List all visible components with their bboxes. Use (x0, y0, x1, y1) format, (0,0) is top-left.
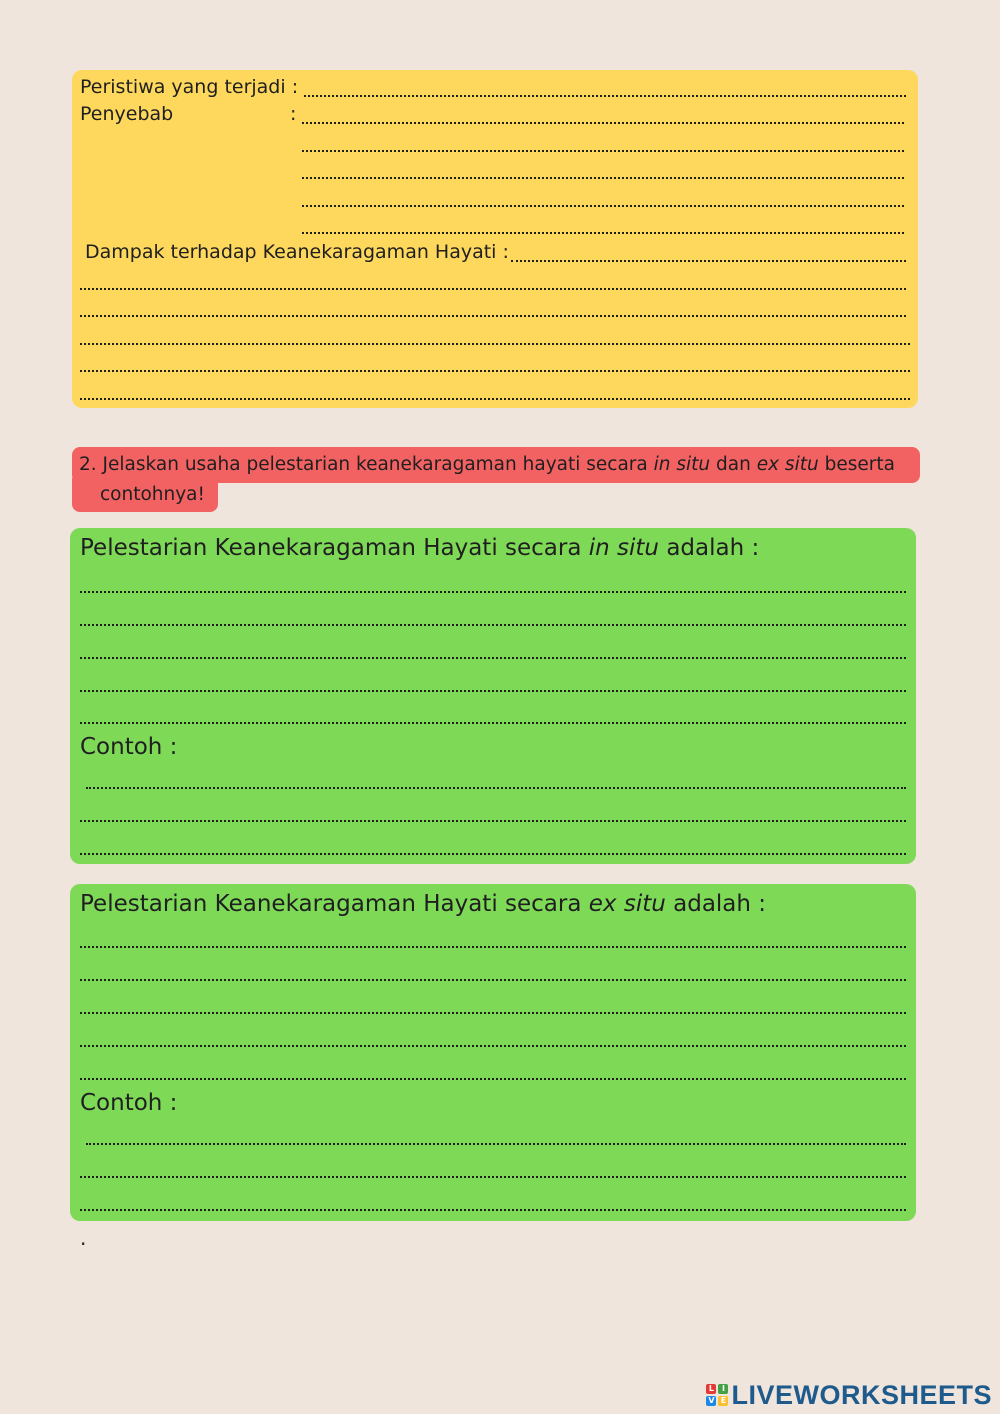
term-in-situ: in situ (653, 454, 711, 475)
ex-situ-example-line[interactable] (80, 1209, 906, 1211)
in-situ-example-line[interactable] (86, 787, 906, 789)
impact-answer-line[interactable] (511, 260, 906, 262)
ex-situ-answer-line[interactable] (80, 946, 906, 948)
liveworksheets-logo (706, 1380, 992, 1410)
question-text-part: Jelaskan usaha pelestarian keanekaragaman hayati secara (102, 454, 648, 475)
logo-mark-icon (706, 1384, 728, 1406)
in-situ-example-label: Contoh : (80, 734, 178, 760)
term-ex-situ: ex situ (756, 454, 819, 475)
ex-situ-heading (80, 891, 766, 917)
impact-answer-line[interactable] (80, 315, 906, 317)
in-situ-answer-line[interactable] (80, 657, 906, 659)
logo-mark-letter: E (718, 1396, 728, 1406)
logo-mark-letter: I (718, 1384, 728, 1394)
in-situ-example-line[interactable] (80, 853, 906, 855)
event-answer-line[interactable] (304, 95, 906, 97)
question-text-part: dan (716, 454, 751, 475)
heading-suffix: adalah : (673, 891, 767, 917)
question-text-continuation: contohnya! (100, 484, 205, 505)
heading-term: ex situ (588, 891, 666, 917)
ex-situ-answer-line[interactable] (80, 1078, 906, 1080)
heading-term: in situ (588, 535, 660, 561)
logo-mark-letter: L (706, 1384, 716, 1394)
cause-answer-line[interactable] (302, 122, 904, 124)
logo-text: LIVEWORKSHEETS (731, 1379, 992, 1410)
question-text-part: beserta (824, 454, 895, 475)
ex-situ-example-line[interactable] (80, 1176, 906, 1178)
ex-situ-example-line[interactable] (86, 1143, 906, 1145)
question-number: 2. (79, 454, 97, 475)
ex-situ-answer-line[interactable] (80, 979, 906, 981)
cause-answer-line[interactable] (302, 150, 904, 152)
heading-prefix: Pelestarian Keanekaragaman Hayati secara (80, 891, 582, 917)
in-situ-example-line[interactable] (80, 820, 906, 822)
cause-answer-line[interactable] (302, 232, 904, 234)
logo-mark-letter: V (708, 1396, 715, 1405)
in-situ-card (70, 528, 916, 864)
heading-suffix: adalah : (666, 535, 760, 561)
ex-situ-answer-line[interactable] (80, 1012, 906, 1014)
in-situ-answer-line[interactable] (80, 624, 906, 626)
ex-situ-answer-line[interactable] (80, 1045, 906, 1047)
in-situ-heading (80, 535, 759, 561)
event-label: Peristiwa yang terjadi : (80, 76, 299, 98)
impact-label: Dampak terhadap Keanekaragaman Hayati : (85, 241, 509, 263)
cause-answer-line[interactable] (302, 205, 904, 207)
cause-colon: : (290, 103, 297, 125)
cause-answer-line[interactable] (302, 177, 904, 179)
in-situ-answer-line[interactable] (80, 591, 906, 593)
in-situ-answer-line[interactable] (80, 722, 906, 724)
question-2-text (79, 454, 895, 475)
impact-answer-line[interactable] (80, 288, 906, 290)
in-situ-answer-line[interactable] (80, 690, 906, 692)
event-analysis-card (72, 70, 918, 408)
impact-answer-line[interactable] (80, 343, 910, 345)
impact-answer-line[interactable] (80, 398, 910, 400)
ex-situ-card (70, 884, 916, 1221)
ex-situ-example-label: Contoh : (80, 1090, 178, 1116)
stray-dot: . (80, 1226, 87, 1250)
heading-prefix: Pelestarian Keanekaragaman Hayati secara (80, 535, 582, 561)
impact-answer-line[interactable] (80, 370, 910, 372)
cause-label: Penyebab (80, 103, 174, 125)
